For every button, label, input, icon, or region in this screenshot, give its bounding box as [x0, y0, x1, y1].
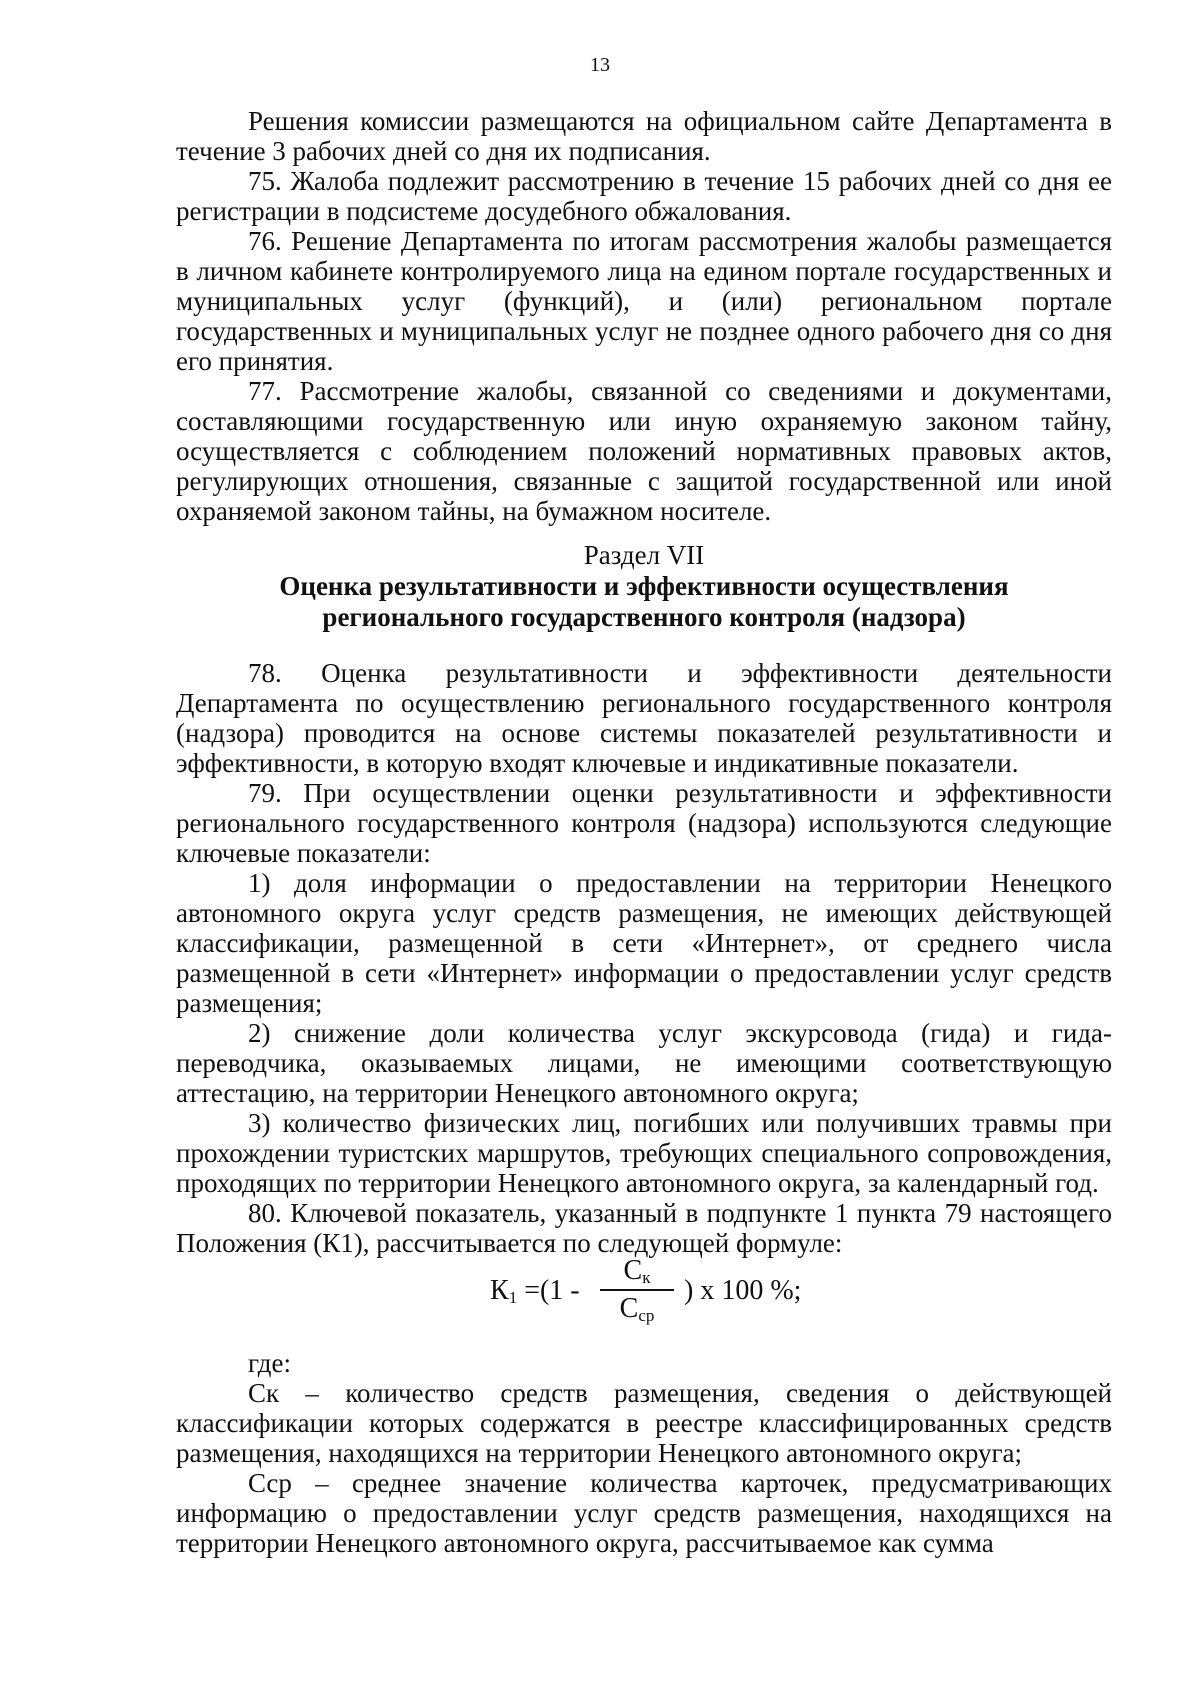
section-heading	[176, 540, 1112, 633]
paragraph-76: 76. Решение Департамента по итогам рассмотрения жалобы размещается в личном кабинете контролируемого лица на едином портале государственных и муниципальных услуг (функций), и (или) региональном портале государственных и муниципальных услуг не позднее одного рабочего дня со дня его принятия.	[176, 226, 1112, 376]
formula-fraction	[600, 1255, 674, 1325]
paragraph-78: 78. Оценка результативности и эффективности деятельности Департамента по осуществлению регионального государственного контроля (надзора) проводится на основе системы показателей результативности и эффективности, в которую входят ключевые и индикативные показатели.	[176, 658, 1112, 778]
paragraph-80: 80. Ключевой показатель, указанный в подпункте 1 пункта 79 настоящего Положения (К1), рассчитывается по следующей формуле:	[176, 1198, 1112, 1258]
paragraph-79: 79. При осуществлении оценки результативности и эффективности регионального государственного контроля (надзора) используются следующие ключевые показатели:	[176, 778, 1112, 868]
section-title-line-1: Оценка результативности и эффективности осуществления	[279, 571, 1009, 601]
page-number: 13	[590, 54, 610, 76]
formula-lhs: $К_1 =(1$ -	[490, 1275, 580, 1307]
text-block-complaints	[176, 106, 1112, 526]
formula-denominator: $С_{ср}$	[619, 1293, 655, 1325]
list-item-3: 3) количество физических лиц, погибших или получивших травмы при прохождении туристских маршрутов, требующих специального сопровождения, проходящих по территории Ненецкого автономного округа, за календарный год.	[176, 1108, 1112, 1198]
formula-numerator: $С_к$	[623, 1255, 651, 1287]
formula-rhs: ) х 100 %;	[684, 1275, 802, 1306]
paragraph: Решения комиссии размещаются на официальном сайте Департамента в течение 3 рабочих дней со дня их подписания.	[176, 106, 1112, 166]
fraction-bar	[600, 1289, 674, 1291]
section-label: Раздел VII	[583, 540, 705, 570]
paragraph-75: 75. Жалоба подлежит рассмотрению в течение 15 рабочих дней со дня ее регистрации в подсистеме досудебного обжалования.	[176, 166, 1112, 226]
text-block-definitions	[176, 1348, 1112, 1558]
text-block-evaluation	[176, 658, 1112, 1258]
paragraph-77: 77. Рассмотрение жалобы, связанной со сведениями и документами, составляющими государственную или иную охраняемую законом тайну, осуществляется с соблюдением положений нормативных правовых актов, регулирующих отношения, связанные с защитой государственной или иной охраняемой законом тайны, на бумажном носителе.	[176, 376, 1112, 526]
list-item-2: 2) снижение доли количества услуг экскурсовода (гида) и гида-переводчика, оказываемых лицами, не имеющими соответствующую аттестацию, на территории Ненецкого автономного округа;	[176, 1018, 1112, 1108]
definition-ccp: Сср – среднее значение количества карточек, предусматривающих информацию о предоставлении услуг средств размещения, находящихся на территории Ненецкого автономного округа, рассчитываемое как сумма	[176, 1468, 1112, 1558]
list-item-1: 1) доля информации о предоставлении на территории Ненецкого автономного округа услуг средств размещения, не имеющих действующей классификации, размещенной в сети «Интернет», от среднего числа размещенной в сети «Интернет» информации о предоставлении услуг средств размещения;	[176, 868, 1112, 1018]
where-label: где:	[248, 1348, 291, 1378]
definition-ck: Ск – количество средств размещения, сведения о действующей классификации которых содержатся в реестре классифицированных средств размещения, находящихся на территории Ненецкого автономного округа;	[176, 1378, 1112, 1468]
section-title-line-2: регионального государственного контроля (надзора)	[322, 602, 966, 632]
